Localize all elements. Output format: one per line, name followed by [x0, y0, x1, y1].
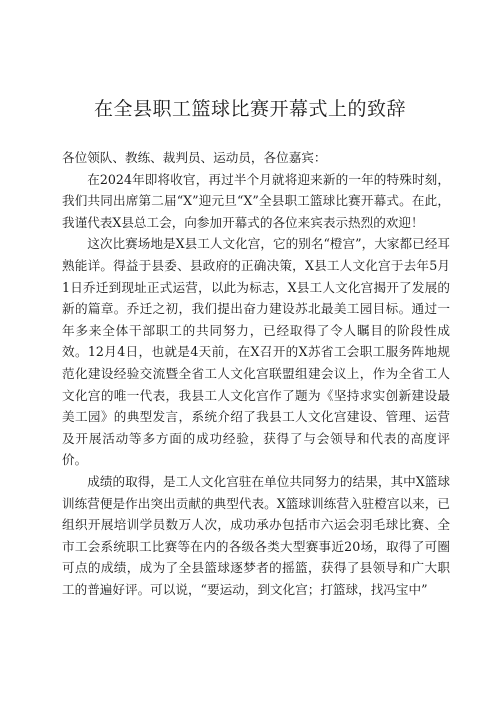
- paragraph-3: 成绩的取得，是工人文化宫驻在单位共同努力的结果，其中X篮球训练营便是作出突出贡献的典型代表。X篮球训练营入驻橙宫以来，已组织开展培训学员数万人次，成功承办包括市六运会羽毛球比赛、全市工会系统职工比赛等在内的各级各类大型赛事近20场，取得了可圈可点的成绩，成为了全县篮球逐梦者的摇篮，获得了县领导和广大职工的普遍好评。可以说，“要运动，到文化宫；打篮球，找冯宝中”: [62, 473, 450, 597]
- document-title: 在全县职工篮球比赛开幕式上的致辞: [93, 98, 406, 120]
- paragraph-2: 这次比赛场地是X县工人文化宫，它的别名“橙宫”，大家都已经耳熟能详。得益于县委、县政府的正确决策，X县工人文化宫于去年5月1日乔迁到现址正式运营，以此为标志，X县工人文化宫揭开了发展的新的篇章。乔迁之初，我们提出奋力建设苏北最美工园目标。通过一年多来全体干部职工的共同努力，已经取得了令人瞩目的阶段性成效。12月4日，也就是4天前，在X召开的X苏省工会职工服务阵地规范化建设经验交流暨全省工人文化宫联盟组建会议上，作为全省工人文化宫的唯一代表，我县工人文化宫作了题为《坚持求实创新建设最美工园》的典型发言，系统介绍了我县工人文化宫建设、管理、运营及开展活动等多方面的成功经验，获得了与会领导和代表的高度评价。: [62, 236, 450, 468]
- salutation: 各位领队、教练、裁判员、运动员，各位嘉宾：: [62, 150, 327, 165]
- paragraph-1: 在2024年即将收官，再过半个月就将迎来新的一年的特殊时刻，我们共同出席第二届“X”迎元旦“X”全县职工篮球比赛开幕式。在此，我谨代表X县总工会，向参加开幕式的各位来宾表示热烈的欢迎！: [62, 171, 450, 230]
- document-body: [62, 147, 450, 600]
